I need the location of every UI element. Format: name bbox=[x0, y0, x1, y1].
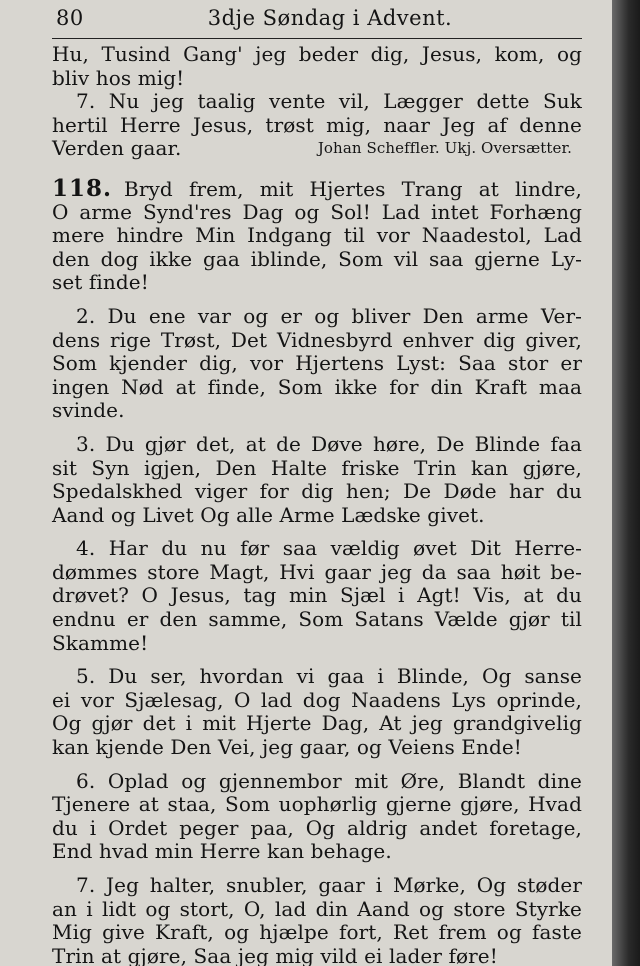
text-line: mere hindre Min Indgang til vor Naadestol, Lad bbox=[52, 223, 582, 248]
running-title: 3dje Søndag i Advent. bbox=[207, 6, 453, 30]
text-line: endnu er den samme, Som Satans Vælde gjør til bbox=[52, 607, 582, 632]
text-line: 7. Jeg halter, snubler, gaar i Mørke, Og støder bbox=[76, 873, 582, 897]
text-line: 6. Oplad og gjennembor mit Øre, Blandt dine bbox=[76, 768, 582, 793]
previous-hymn-ending bbox=[52, 43, 582, 161]
text-line: dens rige Trøst, Det Vidnesbyrd enhver dig giver, bbox=[52, 327, 582, 352]
text-line bbox=[52, 137, 582, 161]
text-line: Aand og Livet Og alle Arme Lædske givet. bbox=[52, 502, 485, 527]
text-line: Hu, Tusind Gang' jeg beder dig, Jesus, kom, og bbox=[52, 42, 582, 66]
hymn-verses bbox=[52, 201, 582, 966]
text-line: 4. Har du nu før saa vældig øvet Dit Herre- bbox=[76, 536, 582, 561]
page-header bbox=[52, 6, 582, 39]
text-line: kan kjende Den Vei, jeg gaar, og Veiens Ende! bbox=[52, 735, 522, 760]
text-line: hertil Herre Jesus, trøst mig, naar Jeg af denne bbox=[52, 112, 582, 137]
text-line: dømmes store Magt, Hvi gaar jeg da saa høit be- bbox=[52, 559, 582, 584]
text-line: Bryd frem, mit Hjertes Trang at lindre, bbox=[124, 176, 582, 201]
hymn-number: 118. bbox=[52, 174, 113, 202]
text-line: ei vor Sjælesag, O lad dog Naadens Lys oprinde, bbox=[52, 687, 582, 712]
page-number: 80 bbox=[56, 6, 84, 30]
closing-line: Verden gaar. bbox=[52, 136, 182, 161]
text-line: Spedalskhed viger for dig hen; De Døde har du bbox=[52, 479, 582, 504]
text-line: Mig give Kraft, og hjælpe fort, Ret frem og faste bbox=[52, 920, 582, 945]
hymn-118 bbox=[52, 174, 582, 966]
text-line: ingen Nød at finde, Som ikke for din Kraft maa bbox=[52, 374, 582, 399]
text-line: svinde. bbox=[52, 398, 125, 423]
text-line: drøvet? O Jesus, tag min Sjæl i Agt! Vis, at du bbox=[52, 583, 582, 608]
hymn-attribution: Johan Scheffler. Ukj. Oversætter. bbox=[317, 139, 572, 158]
text-line: set finde! bbox=[52, 270, 149, 295]
text-line: 3. Du gjør det, at de Døve høre, De Blinde faa bbox=[76, 431, 582, 456]
text-line: End hvad min Herre kan behage. bbox=[52, 839, 392, 864]
text-line: Og gjør det i mit Hjerte Dag, At jeg grandgivelig bbox=[52, 711, 582, 736]
text-line: Tjenere at staa, Som uophørlig gjerne gjøre, Hvad bbox=[52, 792, 582, 817]
page-edge-shadow bbox=[612, 0, 640, 966]
text-line: 2. Du ene var og er og bliver Den arme Ver- bbox=[76, 303, 582, 328]
text-line: Trin at gjøre, Saa jeg mig vild ei lader føre! bbox=[52, 943, 498, 966]
text-line: O arme Synd'res Dag og Sol! Lad intet Forhæng bbox=[52, 199, 582, 224]
text-line: sit Syn igjen, Den Halte friske Trin kan gjøre, bbox=[52, 455, 582, 480]
text-line: an i lidt og stort, O, lad din Aand og store Styrke bbox=[52, 896, 582, 921]
text-line: Skamme! bbox=[52, 630, 149, 655]
hymn-first-line bbox=[52, 174, 582, 202]
text-line: den dog ikke gaa iblinde, Som vil saa gjerne Ly- bbox=[52, 246, 582, 271]
text-line: 7. Nu jeg taalig vente vil, Lægger dette Suk bbox=[76, 89, 582, 114]
text-line: bliv hos mig! bbox=[52, 65, 185, 90]
text-line: Som kjender dig, vor Hjertens Lyst: Saa stor er bbox=[52, 351, 582, 376]
text-line: du i Ordet peger paa, Og aldrig andet foretage, bbox=[52, 815, 582, 840]
text-line: 5. Du ser, hvordan vi gaa i Blinde, Og sanse bbox=[76, 664, 582, 689]
